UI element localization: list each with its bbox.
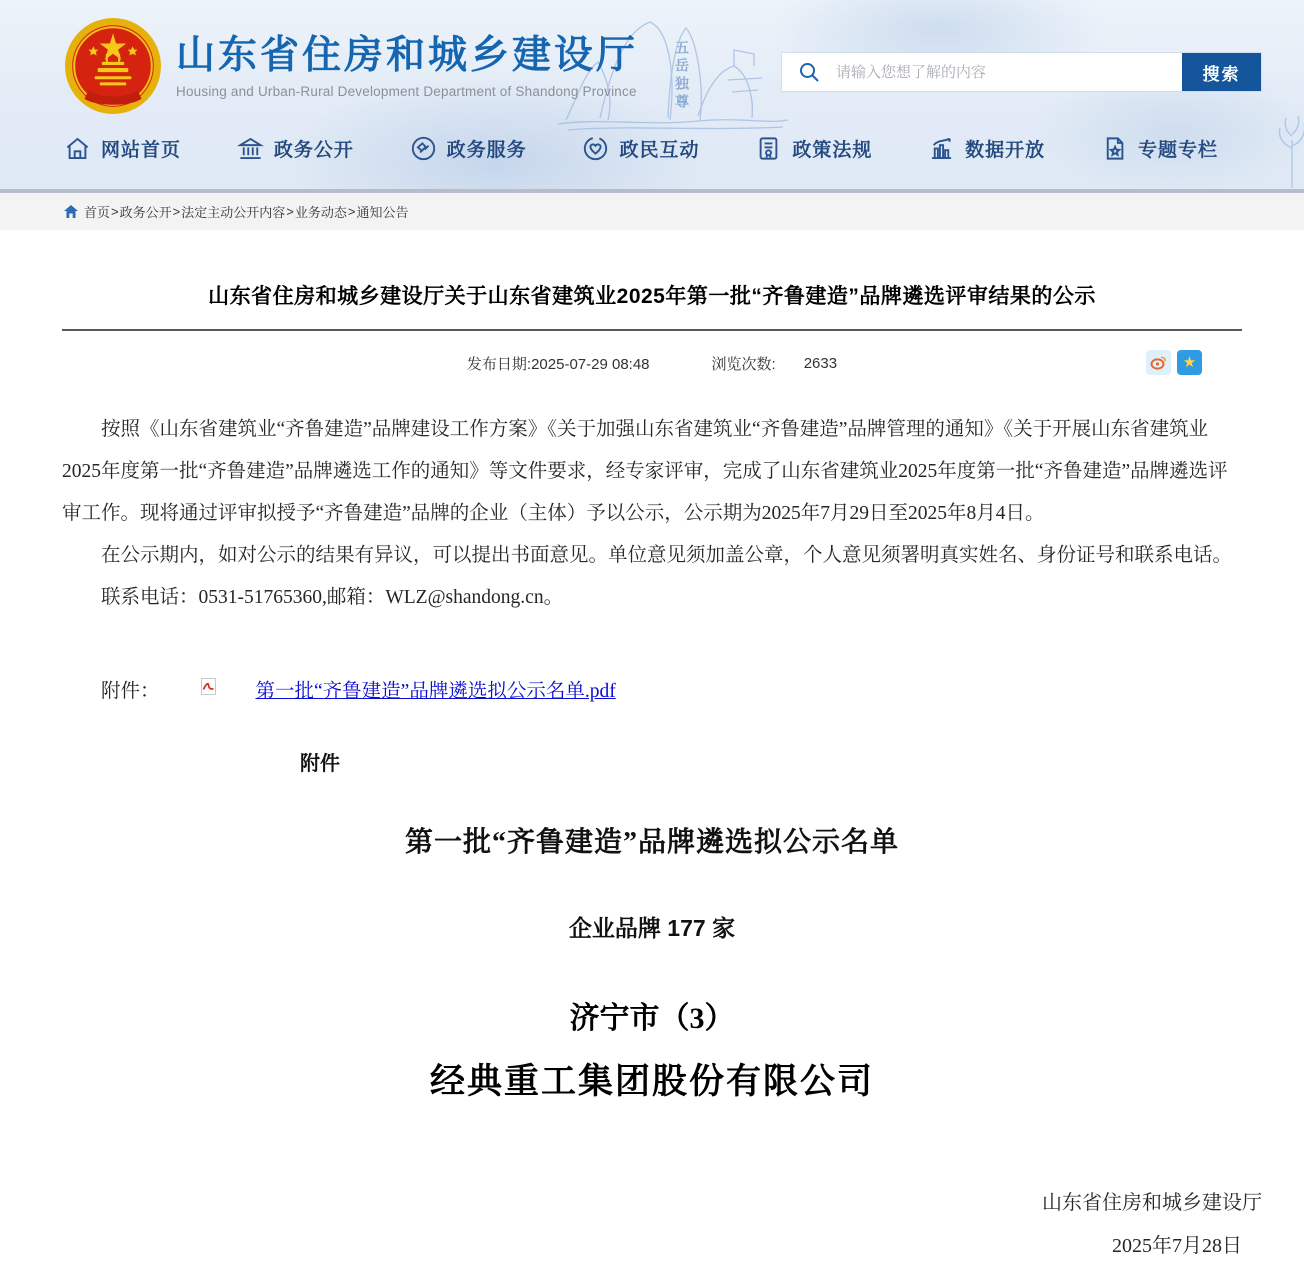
- breadcrumb-home-icon: [64, 205, 78, 218]
- article-content: [0, 280, 1304, 1268]
- views-count: 2633: [803, 354, 838, 372]
- nav-item-open-data[interactable]: [928, 135, 1045, 162]
- paragraph: 按照《山东省建筑业“齐鲁建造”品牌建设工作方案》《关于加强山东省建筑业“齐鲁建造”品牌管理的通知》《关于开展山东省建筑业2025年度第一批“齐鲁建造”品牌遴选工作的通知》等文件要求，经专家评审，完成了山东省建筑业2025年度第一批“齐鲁建造”品牌遴选评审工作。现将通过评审拟授予“齐鲁建造”品牌的企业（主体）予以公示，公示期为2025年7月29日至2025年8月4日。: [62, 419, 1228, 524]
- nav-label: 政民互动: [619, 139, 700, 161]
- views-label: 浏览次数:: [711, 355, 776, 373]
- site-header-banner: [0, 0, 1304, 193]
- company-name: 经典重工集团股份有限公司: [429, 1062, 874, 1101]
- publish-date: [467, 353, 650, 374]
- main-navigation: [0, 118, 1304, 178]
- breadcrumb-item-gov-disclosure[interactable]: 政务公开: [119, 205, 172, 220]
- publish-date-value: 2025-07-29 08:48: [531, 355, 650, 373]
- search-button[interactable]: 搜索: [1182, 53, 1261, 91]
- heart-hands-icon: [582, 135, 609, 162]
- star-document-icon: [1101, 135, 1128, 162]
- policy-document-icon: [755, 135, 782, 162]
- breadcrumb-item-business-news[interactable]: 业务动态: [294, 205, 347, 220]
- breadcrumb: [0, 193, 1304, 230]
- nav-label: 政务公开: [273, 139, 354, 161]
- search-bar: [782, 53, 1261, 91]
- article-meta: [62, 350, 1242, 376]
- search-input[interactable]: [836, 53, 1182, 91]
- nav-label: 网站首页: [101, 139, 182, 161]
- paragraph: 在公示期内，如对公示的结果有异议，可以提出书面意见。单位意见须加盖公章，个人意见须署明真实姓名、身份证号和联系电话。: [101, 545, 1233, 566]
- site-header: [0, 0, 1304, 118]
- weibo-share-icon[interactable]: [1146, 350, 1171, 375]
- breadcrumb-item-statutory-content[interactable]: 法定主动公开内容: [181, 205, 286, 220]
- breadcrumb-separator: >: [172, 204, 181, 219]
- nav-item-policies[interactable]: [755, 135, 872, 162]
- bar-chart-icon: [928, 135, 955, 162]
- qzone-share-icon[interactable]: ★: [1177, 350, 1202, 375]
- article-body: [62, 409, 1242, 619]
- signature-block: [62, 1182, 1262, 1268]
- government-building-icon: [237, 135, 264, 162]
- attachment-pdf-link[interactable]: 第一批“齐鲁建造”品牌遴选拟公示名单.pdf: [255, 681, 616, 702]
- breadcrumb-item-home[interactable]: 首页: [84, 205, 111, 220]
- paragraph-contact: 联系电话：0531-51765360,邮箱：WLZ@shandong.cn。: [101, 587, 564, 608]
- attachment-document-preview: [62, 747, 1242, 1104]
- breadcrumb-separator: >: [347, 204, 356, 219]
- search-icon: [782, 61, 836, 83]
- article-title: 山东省住房和城乡建设厅关于山东省建筑业2025年第一批“齐鲁建造”品牌遴选评审结果的公示: [208, 285, 1096, 308]
- breadcrumb-separator: >: [111, 204, 119, 219]
- breadcrumb-separator: >: [286, 204, 294, 219]
- mountain-seal-text: 五岳独尊: [674, 40, 690, 112]
- nav-label: 政务服务: [446, 139, 527, 161]
- nav-item-gov-disclosure[interactable]: [237, 135, 354, 162]
- signature-date: 2025年7月28日: [1112, 1235, 1242, 1257]
- attachment-heading: 附件: [300, 753, 340, 775]
- handshake-icon: [410, 135, 437, 162]
- breadcrumb-item-notices[interactable]: 通知公告: [356, 205, 409, 220]
- nav-item-home[interactable]: [64, 135, 181, 162]
- site-subtitle-english: Housing and Urban-Rural Development Department of Shandong Province: [176, 83, 637, 99]
- home-icon: [64, 135, 91, 162]
- attachment-label: 附件：: [101, 681, 160, 702]
- nav-item-gov-services[interactable]: [410, 135, 527, 162]
- attachment-row: [62, 675, 1242, 703]
- nav-label: 政策法规: [792, 139, 873, 161]
- signature-organization: 山东省住房和城乡建设厅: [1042, 1192, 1262, 1214]
- site-title-block: [176, 34, 638, 99]
- site-title: 山东省住房和城乡建设厅: [176, 33, 639, 77]
- city-group-heading: 济宁市（3）: [569, 1002, 735, 1035]
- publish-date-label: 发布日期:: [466, 355, 532, 373]
- share-buttons: [1146, 350, 1202, 375]
- pdf-file-icon: [162, 678, 216, 701]
- nav-label: 数据开放: [965, 139, 1046, 161]
- nav-item-public-interaction[interactable]: [582, 135, 699, 162]
- national-emblem-logo: [64, 17, 162, 115]
- nav-item-special-topics[interactable]: [1101, 135, 1218, 162]
- attachment-doc-title: 第一批“齐鲁建造”品牌遴选拟公示名单: [404, 827, 899, 858]
- nav-label: 专题专栏: [1137, 139, 1218, 161]
- attachment-doc-subtitle: 企业品牌 177 家: [568, 915, 736, 941]
- title-divider: [62, 329, 1242, 331]
